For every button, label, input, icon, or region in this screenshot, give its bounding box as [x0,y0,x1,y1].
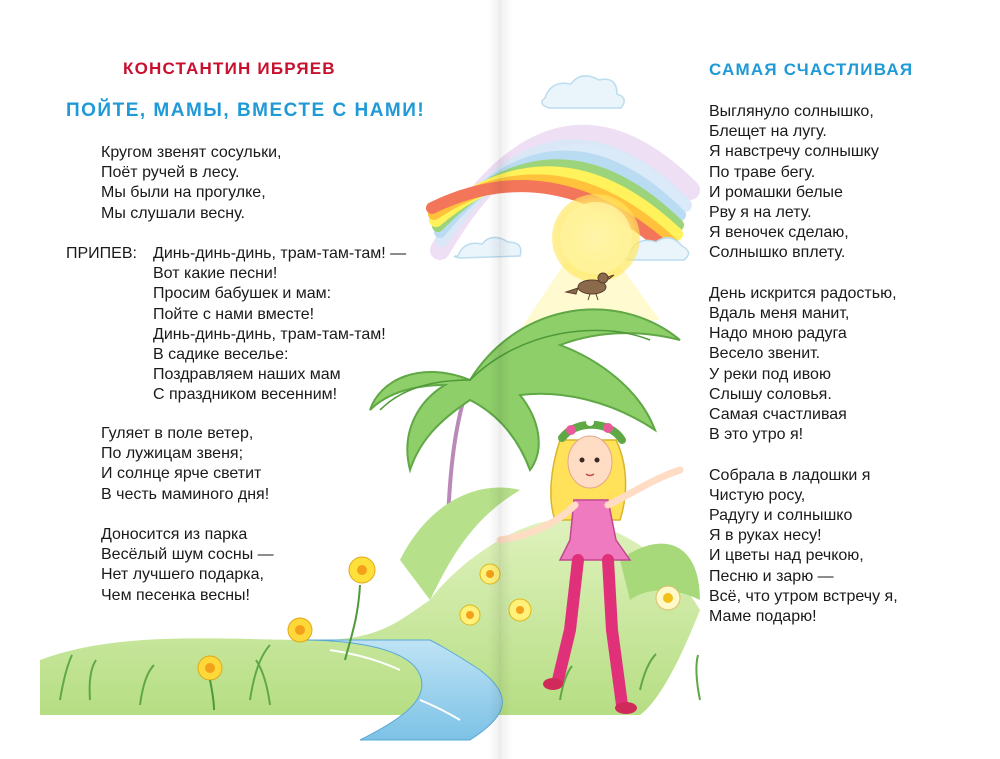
poem-line: По лужицам звеня; [101,445,244,463]
poem-line: Весело звенит. [709,345,821,363]
poem-line: И цветы над речкою, [709,547,864,565]
poem-line: По траве бегу. [709,163,816,181]
book-gutter [488,0,512,759]
poem-line: И солнце ярче светит [101,465,262,483]
poem-line: Радугу и солнышко [709,507,853,525]
poem-line: Поёт ручей в лесу. [101,164,240,182]
poem-line: Чистую росу, [709,486,806,504]
poem-line: Динь-динь-динь, трам-там-там! [153,325,386,343]
poem-line: Динь-динь-динь, трам-там-там! — [153,245,407,262]
stanza-2 [101,424,269,505]
poem-line: Песню и зарю — [709,567,834,585]
poem-line: У реки под ивою [709,365,831,383]
poem-line: Гуляет в поле ветер, [101,425,254,442]
poem-line: Самая счастливая [709,406,847,424]
right-stanza-1 [709,102,898,264]
poem-line: Собрала в ладошки я [709,466,871,484]
poem-line: Нет лучшего подарка, [101,566,264,584]
poem-line: Пойте с нами вместе! [153,305,315,323]
poem-line: Мы слушали весну. [101,204,245,222]
poem-line: Я в руках несу! [709,527,822,545]
poem-line: В это утро я! [709,426,804,444]
poem-line: Весёлый шум сосны — [101,546,274,564]
poem-line: Надо мною радуга [709,325,847,343]
poem-line: Чем песенка весны! [101,586,250,604]
poem-line: Вдаль меня манит, [709,305,850,323]
poem-line: Я веночек сделаю, [709,224,849,242]
poem-line: Вот какие песни! [153,265,278,283]
poem-line: Блещет на лугу. [709,123,827,141]
poem-title-left: ПОЙТЕ, МАМЫ, ВМЕСТЕ С НАМИ! [66,100,426,121]
poem-line: Всё, что утром встречу я, [709,587,898,605]
poem-line: Просим бабушек и мам: [153,285,332,303]
stanza-1 [101,143,281,224]
right-poem [709,102,898,647]
poem-title-right: САМАЯ СЧАСТЛИВАЯ [709,60,914,79]
poem-line: Я навстречу солнышку [709,143,879,161]
poem-line: Кругом звенят сосульки, [101,144,282,161]
poem-line: День искрится радостью, [709,284,897,302]
poem-line: Солнышко вплету. [709,244,846,262]
poem-line: Мы были на прогулке, [101,184,266,202]
right-stanza-3 [709,466,898,628]
poem-line: Слышу соловья. [709,385,832,403]
poem-line: Маме подарю! [709,608,817,626]
author-name: КОНСТАНТИН ИБРЯЕВ [123,59,336,78]
refrain-label: ПРИПЕВ: [66,245,137,262]
poem-line: Выглянуло солнышко, [709,103,874,120]
poem-line: И ромашки белые [709,183,843,201]
poem-line: Доносится из парка [101,526,248,543]
poem-line: В садике веселье: [153,346,289,364]
stanza-3 [101,525,274,606]
poem-line: Рву я на лету. [709,204,812,222]
poem-line: Поздравляем наших мам [153,366,341,384]
right-stanza-2 [709,284,898,446]
poem-line: С праздником весенним! [153,386,338,404]
poem-line: В честь маминого дня! [101,485,270,503]
